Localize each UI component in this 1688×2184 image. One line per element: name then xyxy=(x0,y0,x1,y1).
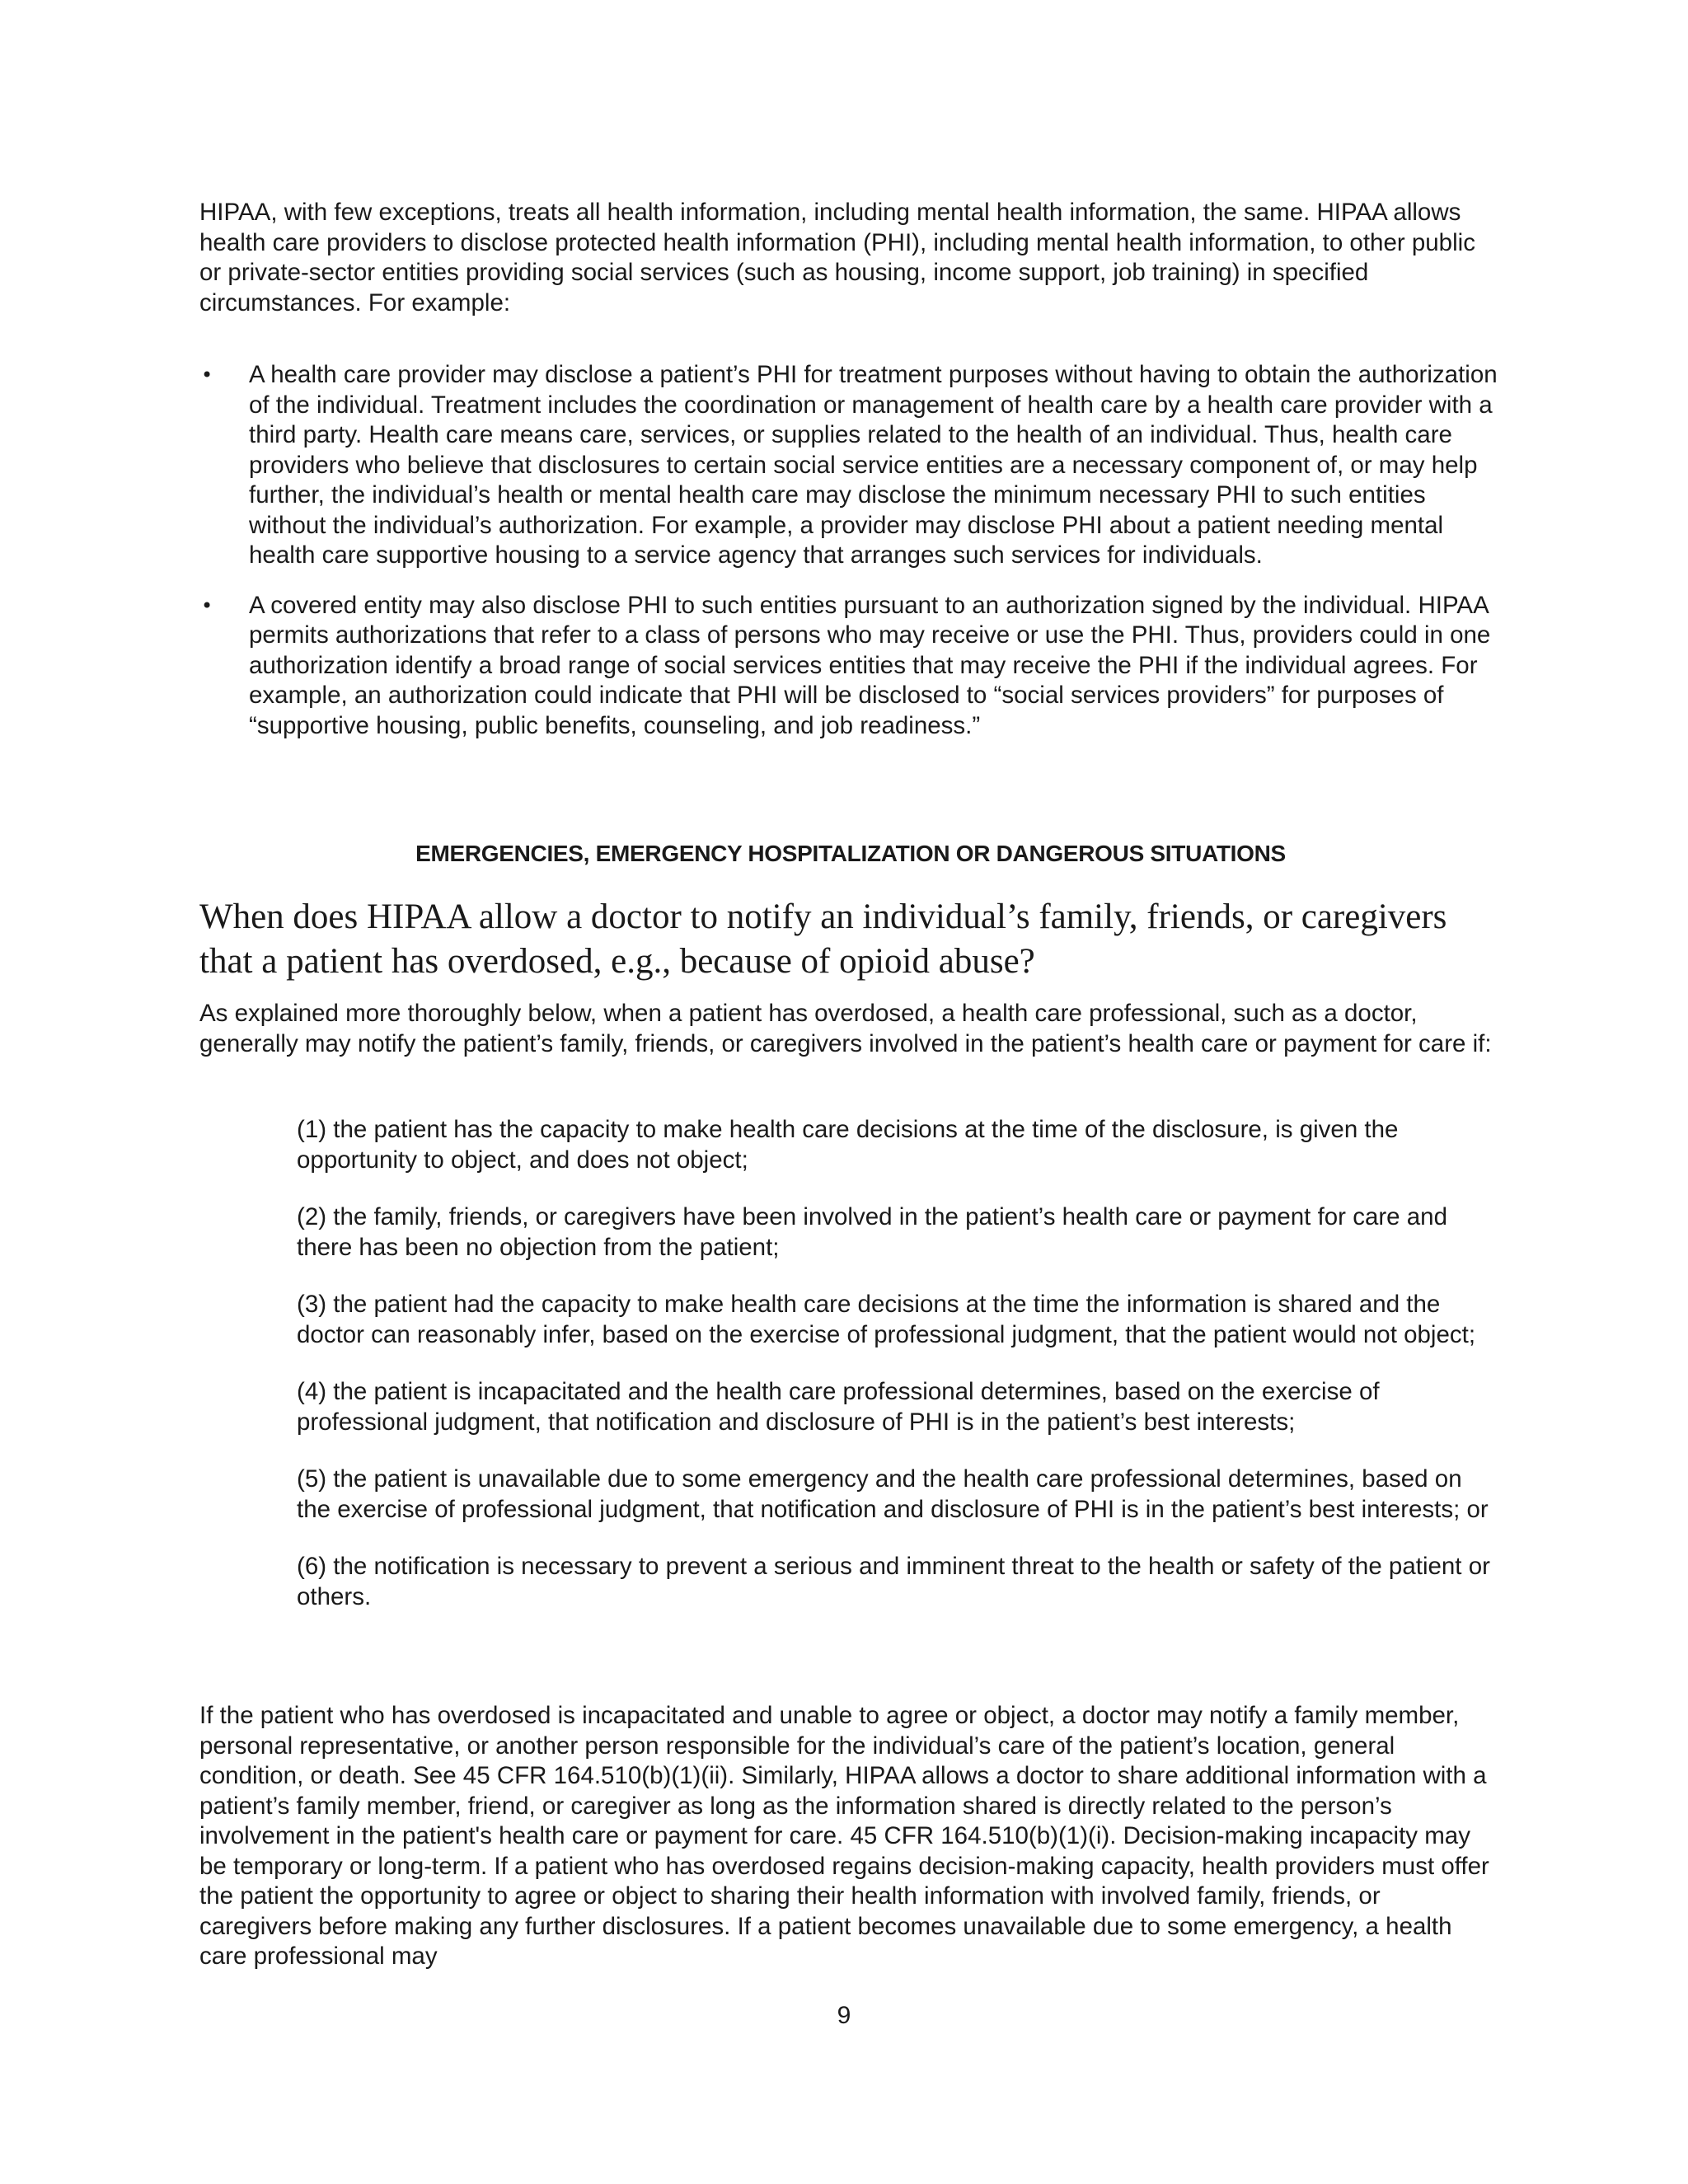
bullet-text: A covered entity may also disclose PHI to such entities pursuant to an authorization signed by the individual. HIPAA permits authorizations that refer to a class of persons who may receive or use the PHI. Thus, providers could in one authorization identify a broad range of social services entities that may receive the PHI if the individual agrees. For example, an authorization could indicate that PHI will be disclosed to “social services providers” for purposes of “supportive housing, public benefits, counseling, and job readiness.” xyxy=(249,591,1491,739)
final-paragraph: If the patient who has overdosed is incapacitated and unable to agree or object, a doctor may notify a family member, personal representative, or another person responsible for the individual’s care of the patient’s location, general condition, or death. See 45 CFR 164.510(b)(1)(ii). Similarly, HIPAA allows a doctor to share additional information with a patient’s family member, friend, or caregiver as long as the information shared is directly related to the person’s involvement in the patient's health care or payment for care. 45 CFR 164.510(b)(1)(i). Decision-making incapacity may be temporary or long-term. If a patient who has overdosed regains decision-making capacity, health providers must offer the patient the opportunity to agree or object to sharing their health information with involved family, friends, or caregivers before making any further disclosures. If a patient becomes unavailable due to some emergency, a health care professional may xyxy=(199,1702,1489,1970)
answer-intro-paragraph: As explained more thoroughly below, when a patient has overdosed, a health care professional, such as a doctor, generally may notify the patient’s family, friends, or caregivers involved in the patient’s health care or payment for care if: xyxy=(199,1000,1492,1057)
condition-item: (3) the patient had the capacity to make health care decisions at the time the information is shared and the doctor can reasonably infer, based on the exercise of professional judgment, that the patient would not object; xyxy=(297,1291,1476,1348)
bullet-icon: • xyxy=(201,593,213,617)
page-number: 9 xyxy=(837,2002,851,2029)
condition-item: (5) the patient is unavailable due to some emergency and the health care professional determines, based on the exercise of professional judgment, that notification and disclosure of PHI is in the patient’s best interests; or xyxy=(297,1465,1489,1523)
bullet-text: A health care provider may disclose a patient’s PHI for treatment purposes without having to obtain the authorization of the individual. Treatment includes the coordination or management of health care by a health care provider with a third party. Health care means care, services, or supplies related to the health of an individual. Thus, health care providers who believe that disclosures to certain social service entities are a necessary component of, or may help further, the individual’s health or mental health care may disclose the minimum necessary PHI to such entities without the individual’s authorization. For example, a provider may disclose PHI about a patient needing mental health care supportive housing to a service agency that arranges such services for individuals. xyxy=(249,361,1498,569)
condition-item: (6) the notification is necessary to prevent a serious and imminent threat to the health or safety of the patient or others. xyxy=(297,1553,1490,1610)
question-heading: When does HIPAA allow a doctor to notify an individual’s family, friends, or caregivers that a patient has overdosed, e.g., because of opioid abuse? xyxy=(199,898,1447,981)
intro-paragraph: HIPAA, with few exceptions, treats all health information, including mental health information, the same. HIPAA allows health care providers to disclose protected health information (PHI), including mental health information, to other public or private-sector entities providing social services (such as housing, income support, job training) in specified circumstances. For example: xyxy=(199,199,1475,316)
condition-item: (2) the family, friends, or caregivers have been involved in the patient’s health care or payment for care and there has been no objection from the patient; xyxy=(297,1203,1447,1261)
bullet-item xyxy=(199,591,1502,742)
condition-item: (4) the patient is incapacitated and the health care professional determines, based on the exercise of professional judgment, that notification and disclosure of PHI is in the patient’s best interests; xyxy=(297,1378,1380,1436)
condition-item: (1) the patient has the capacity to make health care decisions at the time of the disclosure, is given the opportunity to object, and does not object; xyxy=(297,1116,1399,1174)
bullet-list xyxy=(199,360,1502,761)
bullet-item xyxy=(199,360,1502,571)
conditions-list xyxy=(297,1115,1500,1639)
bullet-icon: • xyxy=(201,363,213,387)
section-heading: EMERGENCIES, EMERGENCY HOSPITALIZATION OR DANGEROUS SITUATIONS xyxy=(415,841,1286,866)
